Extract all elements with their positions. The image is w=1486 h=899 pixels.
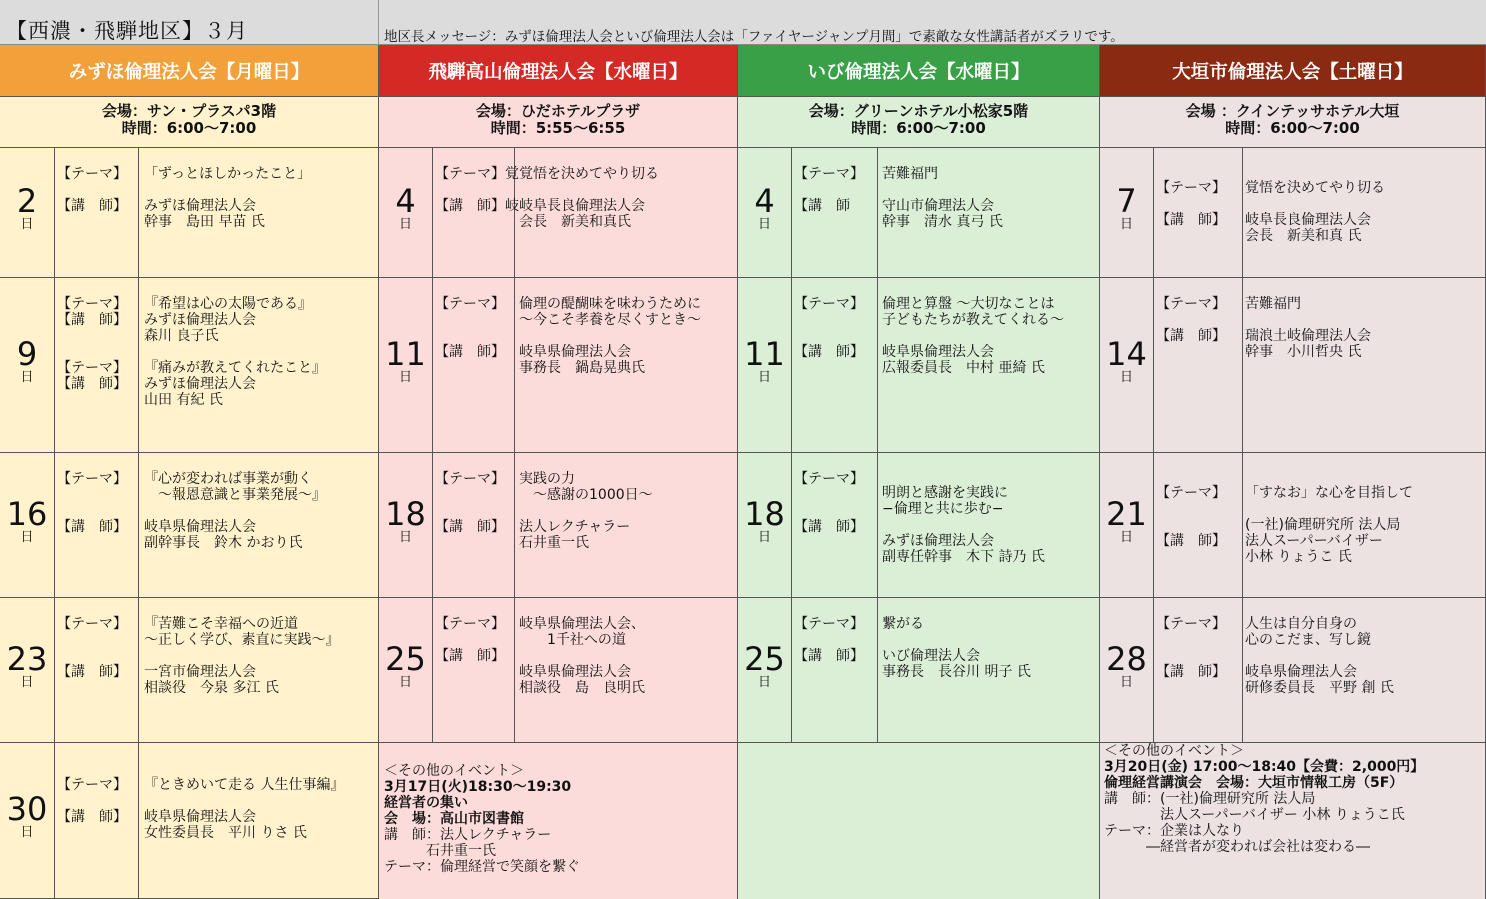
detail-line: 岐阜県倫理法人会 (144, 809, 256, 825)
field-label: 【テーマ】 (1156, 180, 1226, 196)
club-header: 大垣市倫理法人会【土曜日】 (1100, 45, 1485, 97)
venue-info (1100, 97, 1485, 148)
event-line: 石井重一氏 (384, 843, 496, 859)
detail-cell (1243, 148, 1485, 277)
meeting-time: 時間：6:00～7:00 (1225, 119, 1360, 137)
title-divider (378, 0, 379, 45)
label-cell (55, 743, 139, 898)
region-title: 【西濃・飛騨地区】３月 (6, 19, 248, 43)
day-unit: 日 (20, 369, 34, 385)
schedule-row (1100, 278, 1485, 453)
detail-line: 1千社への道 (519, 632, 626, 648)
field-label: 【テーマ】 (57, 296, 127, 312)
field-label: 【講 師】 (57, 198, 127, 214)
venue-name: 会場：グリーンホテル小松家5階 (808, 102, 1029, 120)
day-unit: 日 (398, 217, 412, 232)
schedule-row (0, 453, 378, 598)
detail-line: 石井重一氏 (519, 535, 589, 551)
detail-line: 事務長 鍋島晃典氏 (519, 360, 645, 376)
day-number: 4 (754, 182, 775, 220)
field-label: 【講 師】 (57, 312, 127, 328)
label-cell (55, 453, 139, 597)
day-unit: 日 (398, 529, 412, 545)
detail-line: みずほ倫理法人会 (144, 198, 256, 214)
detail-line: 明朗と感謝を実践に (882, 485, 1008, 501)
day-number: 30 (6, 790, 48, 828)
event-line: テーマ：企業は人なり (1104, 823, 1244, 839)
date-cell (738, 148, 792, 277)
day-number: 28 (1106, 639, 1147, 678)
detail-cell (878, 148, 1099, 277)
field-label: 【講 師】 (435, 519, 505, 535)
venue-info (738, 97, 1099, 148)
detail-line: 『希望は心の太陽である』 (144, 296, 312, 312)
field-label: 【講 師】 (794, 648, 864, 664)
day-unit: 日 (1119, 529, 1133, 545)
field-label: 【テーマ】 (57, 166, 127, 182)
detail-line: 苦難福門 (882, 166, 938, 182)
field-label: 【テーマ】 (435, 296, 505, 312)
date-cell (738, 598, 792, 742)
detail-cell (515, 453, 737, 597)
field-label: 【テーマ】 (794, 166, 864, 182)
schedule-row (738, 453, 1099, 598)
club-header: みずほ倫理法人会【月曜日】 (0, 45, 378, 97)
field-label: 【テーマ】 (794, 296, 864, 312)
detail-cell (515, 148, 737, 277)
day-unit: 日 (757, 369, 771, 385)
day-number: 18 (385, 494, 426, 533)
schedule-row (379, 148, 737, 278)
detail-line: 岐阜県倫理法人会 (519, 344, 631, 360)
detail-line: ～報恩意識と事業発展～』 (144, 487, 326, 503)
detail-line: 岐阜県倫理法人会 (1245, 664, 1357, 680)
venue-name: 会場：ひだホテルプラザ (475, 102, 641, 120)
detail-line: 相談役 島 良明氏 (519, 680, 645, 696)
schedule-row (0, 598, 378, 743)
detail-line: 実践の力 (519, 471, 575, 487)
title-bar (0, 0, 1486, 45)
day-unit: 日 (20, 217, 34, 232)
detail-line: 女性委員長 平川 りさ 氏 (144, 825, 307, 841)
detail-line: 幹事 島田 早苗 氏 (144, 214, 265, 230)
detail-line: 法人スーパーバイザー (1245, 533, 1383, 549)
meeting-time: 時間：6:00～7:00 (121, 119, 257, 137)
field-label: 【テーマ】 (1156, 485, 1226, 501)
meeting-time: 時間：6:00～7:00 (851, 119, 986, 137)
detail-line: みずほ倫理法人会 (144, 376, 256, 392)
label-cell (433, 148, 519, 277)
detail-line: 岐阜県倫理法人会 (882, 344, 994, 360)
schedule-row (0, 743, 378, 899)
detail-line: 副専任幹事 木下 詩乃 氏 (882, 549, 1045, 565)
schedule-row (738, 278, 1099, 453)
field-label: 【講 師 (794, 198, 850, 214)
detail-line: 「すなお」な心を目指して (1245, 485, 1413, 501)
club-column-mizuho (0, 45, 379, 899)
field-label: 【講 師】 (794, 344, 864, 360)
detail-line: 岐阜県倫理法人会 (144, 519, 256, 535)
detail-line: 覚悟を決めてやり切る (519, 166, 659, 182)
schedule-row (738, 148, 1099, 278)
detail-line: 心のこだま、写し鏡 (1245, 632, 1371, 648)
schedule-row (0, 148, 378, 278)
detail-cell (515, 598, 737, 742)
schedule-row (379, 598, 737, 743)
detail-line: 『痛みが教えてくれたこと』 (144, 360, 326, 376)
date-cell (1100, 453, 1154, 597)
detail-cell (878, 453, 1099, 597)
detail-line: 副幹事長 鈴木 かおり氏 (144, 535, 303, 551)
detail-line: ～今こそ孝養を尽くすとき～ (519, 312, 701, 328)
detail-cell (139, 743, 378, 898)
label-cell (1154, 148, 1243, 277)
date-cell (0, 743, 55, 898)
detail-line: 倫理と算盤 ～大切なことは (882, 296, 1055, 312)
field-label: 【テーマ】 (57, 360, 127, 376)
date-cell (0, 278, 55, 452)
detail-cell (139, 148, 378, 277)
date-cell (379, 453, 433, 597)
detail-line: みずほ倫理法人会 (882, 533, 994, 549)
field-label: 【テーマ】 (794, 471, 864, 487)
detail-line: 森川 良子氏 (144, 328, 219, 344)
day-unit: 日 (757, 674, 771, 690)
date-cell (379, 278, 433, 452)
detail-line: 会長 新美和真 氏 (1245, 228, 1362, 244)
schedule-row (1100, 148, 1485, 278)
day-number: 14 (1106, 334, 1147, 373)
day-number: 11 (385, 334, 426, 373)
day-unit: 日 (398, 674, 412, 690)
schedule-row (379, 453, 737, 598)
detail-line: 研修委員長 平野 創 氏 (1245, 680, 1394, 696)
day-unit: 日 (20, 529, 34, 545)
field-label: 【テーマ】 (57, 471, 127, 487)
event-line: 3月17日(火)18:30～19:30 (384, 779, 572, 795)
day-number: 18 (744, 494, 785, 533)
day-number: 16 (6, 494, 48, 533)
day-number: 25 (744, 639, 785, 678)
detail-line: 小林 りょうこ 氏 (1245, 549, 1352, 565)
club-column-hida (379, 45, 738, 899)
detail-line: 一宮市倫理法人会 (144, 664, 256, 680)
day-unit: 日 (20, 825, 34, 840)
label-cell (55, 278, 139, 452)
detail-cell (515, 278, 737, 452)
day-number: 7 (1116, 182, 1137, 220)
event-line: 経営者の集い (384, 795, 468, 811)
field-label: 【講 師】 (1156, 212, 1226, 228)
day-number: 23 (6, 639, 48, 678)
schedule-row (0, 278, 378, 453)
label-cell (1154, 278, 1243, 452)
event-line: ＜その他のイベント＞ (1104, 743, 1244, 759)
detail-line: 覚悟を決めてやり切る (1245, 180, 1385, 196)
day-unit: 日 (757, 217, 771, 232)
field-label: 【テーマ】 (57, 777, 127, 793)
date-cell (738, 278, 792, 452)
detail-cell (1243, 278, 1485, 452)
detail-line: いび倫理法人会 (882, 648, 980, 664)
club-header: 飛騨高山倫理法人会【水曜日】 (379, 45, 737, 97)
detail-line: 幹事 清水 真弓 氏 (882, 214, 1003, 230)
detail-line: 岐阜長良倫理法人会 (1245, 212, 1371, 228)
label-cell (792, 453, 878, 597)
field-label: 【テーマ】 (1156, 296, 1226, 312)
club-header: いび倫理法人会【水曜日】 (738, 45, 1099, 97)
date-cell (379, 598, 433, 742)
day-unit: 日 (1119, 369, 1133, 385)
district-message: 地区長メッセージ：みずほ倫理法人会といび倫理法人会は「ファイヤージャンプ月間」で素敵な女性講話者がズラリです。 (384, 29, 1124, 45)
detail-line: 子どもたちが教えてくれる～ (882, 312, 1064, 328)
event-line: 倫理経営講演会 会場：大垣市情報工房（5F） (1104, 775, 1404, 791)
field-label: 【テーマ】 (57, 616, 127, 632)
detail-cell (1243, 453, 1485, 597)
detail-line: みずほ倫理法人会 (144, 312, 256, 328)
day-number: 21 (1106, 494, 1147, 533)
field-label: 【講 師】 (57, 519, 127, 535)
label-cell (433, 278, 515, 452)
day-unit: 日 (398, 369, 412, 385)
date-cell (738, 453, 792, 597)
detail-line: 法人レクチャラー (519, 519, 631, 535)
detail-line: ～正しく学び、素直に実践～』 (144, 632, 340, 648)
event-line: 講 師：法人レクチャラー (384, 827, 552, 843)
field-label: 【講 師】岐 (435, 198, 519, 214)
label-cell (792, 598, 878, 742)
schedule-row (738, 598, 1099, 743)
detail-line: 『苦難こそ幸福への近道 (144, 616, 298, 632)
detail-line: 苦難福門 (1245, 296, 1301, 312)
field-label: 【テーマ】 (794, 616, 864, 632)
field-label: 【講 師】 (57, 809, 127, 825)
schedule-row (1100, 453, 1485, 598)
detail-cell (1243, 598, 1485, 742)
date-cell (1100, 148, 1154, 277)
field-label: 【テーマ】 (435, 616, 505, 632)
day-unit: 日 (757, 529, 771, 545)
day-number: 9 (16, 334, 38, 373)
label-cell (792, 278, 878, 452)
detail-cell (878, 278, 1099, 452)
event-line: ＜その他のイベント＞ (384, 763, 524, 779)
field-label: 【講 師】 (435, 648, 505, 664)
label-cell (1154, 598, 1243, 742)
date-cell (0, 148, 55, 277)
detail-line: 守山市倫理法人会 (882, 198, 994, 214)
detail-line: 瑞浪土岐倫理法人会 (1245, 328, 1371, 344)
other-events (379, 763, 737, 875)
event-line: ―経営者が変われば会社は変わる― (1104, 839, 1370, 855)
schedule-row (379, 278, 737, 453)
detail-cell (139, 453, 378, 597)
day-number: 2 (16, 182, 38, 220)
field-label: 【講 師】 (794, 519, 864, 535)
day-unit: 日 (1119, 674, 1133, 690)
detail-line: 「ずっとほしかったこと」 (144, 166, 312, 182)
label-cell (792, 148, 878, 277)
label-cell (433, 453, 515, 597)
day-number: 25 (385, 639, 426, 678)
venue-name: 会場：サン・プラスパ3階 (101, 102, 277, 120)
date-cell (1100, 598, 1154, 742)
detail-line: 『ときめいて走る 人生仕事編』 (144, 777, 345, 793)
detail-line: 岐阜県倫理法人会 (519, 664, 631, 680)
event-line: 会 場：高山市図書館 (384, 811, 524, 827)
club-column-ogaki (1100, 45, 1486, 899)
detail-line: 事務長 長谷川 明子 氏 (882, 664, 1031, 680)
venue-info (379, 97, 737, 148)
venue-info (0, 97, 378, 148)
field-label: 【テーマ】 (1156, 616, 1226, 632)
meeting-time: 時間：5:55～6:55 (490, 119, 626, 137)
detail-cell (139, 598, 378, 742)
detail-cell (878, 598, 1099, 742)
label-cell (55, 598, 139, 742)
date-cell (379, 148, 433, 277)
date-cell (0, 598, 55, 742)
field-label: 【テーマ】 (435, 471, 505, 487)
venue-name: 会場 ：クインテッサホテル大垣 (1185, 102, 1400, 120)
other-events (1100, 743, 1485, 855)
event-line: テーマ：倫理経営で笑顔を繋ぐ (384, 859, 580, 875)
field-label: 【講 師】 (57, 664, 127, 680)
detail-line: 岐阜長良倫理法人会 (519, 198, 645, 214)
label-cell (55, 148, 139, 277)
detail-line: (一社)倫理研究所 法人局 (1245, 517, 1401, 533)
detail-line: ～感謝の1000日～ (519, 487, 653, 503)
detail-line: 繋がる (882, 616, 924, 632)
day-number: 4 (395, 182, 416, 220)
date-cell (0, 453, 55, 597)
field-label: 【講 師】 (1156, 533, 1226, 549)
detail-line: 幹事 小川哲央 氏 (1245, 344, 1362, 360)
day-number: 11 (744, 334, 785, 373)
detail-cell (139, 278, 378, 452)
schedule-row (1100, 598, 1485, 743)
detail-line: 会長 新美和真氏 (519, 214, 631, 230)
detail-line: 山田 有紀 氏 (144, 392, 223, 408)
day-unit: 日 (1119, 217, 1133, 232)
detail-line: 相談役 今泉 多江 氏 (144, 680, 279, 696)
date-cell (1100, 278, 1154, 452)
label-cell (1154, 453, 1243, 597)
field-label: 【講 師】 (1156, 328, 1226, 344)
detail-line: 『心が変われば事業が動く (144, 471, 312, 487)
detail-line: 倫理の醍醐味を味わうために (519, 296, 701, 312)
field-label: 【講 師】 (57, 376, 127, 392)
club-column-ibi (738, 45, 1100, 899)
event-line: 講 師：(一社)倫理研究所 法人局 (1104, 791, 1316, 807)
field-label: 【講 師】 (1156, 664, 1226, 680)
event-line: 法人スーパーバイザー 小林 りょうこ氏 (1104, 807, 1405, 823)
detail-line: −倫理と共に歩む− (882, 501, 1004, 517)
day-unit: 日 (20, 674, 34, 690)
field-label: 【講 師】 (435, 344, 505, 360)
detail-line: 岐阜県倫理法人会、 (519, 616, 645, 632)
event-line: 3月20日(金) 17:00～18:40【会費：2,000円】 (1104, 759, 1425, 775)
detail-line: 広報委員長 中村 亜綺 氏 (882, 360, 1045, 376)
detail-line: 人生は自分自身の (1245, 616, 1357, 632)
field-label: 【テーマ】覚 (435, 166, 519, 182)
label-cell (433, 598, 515, 742)
